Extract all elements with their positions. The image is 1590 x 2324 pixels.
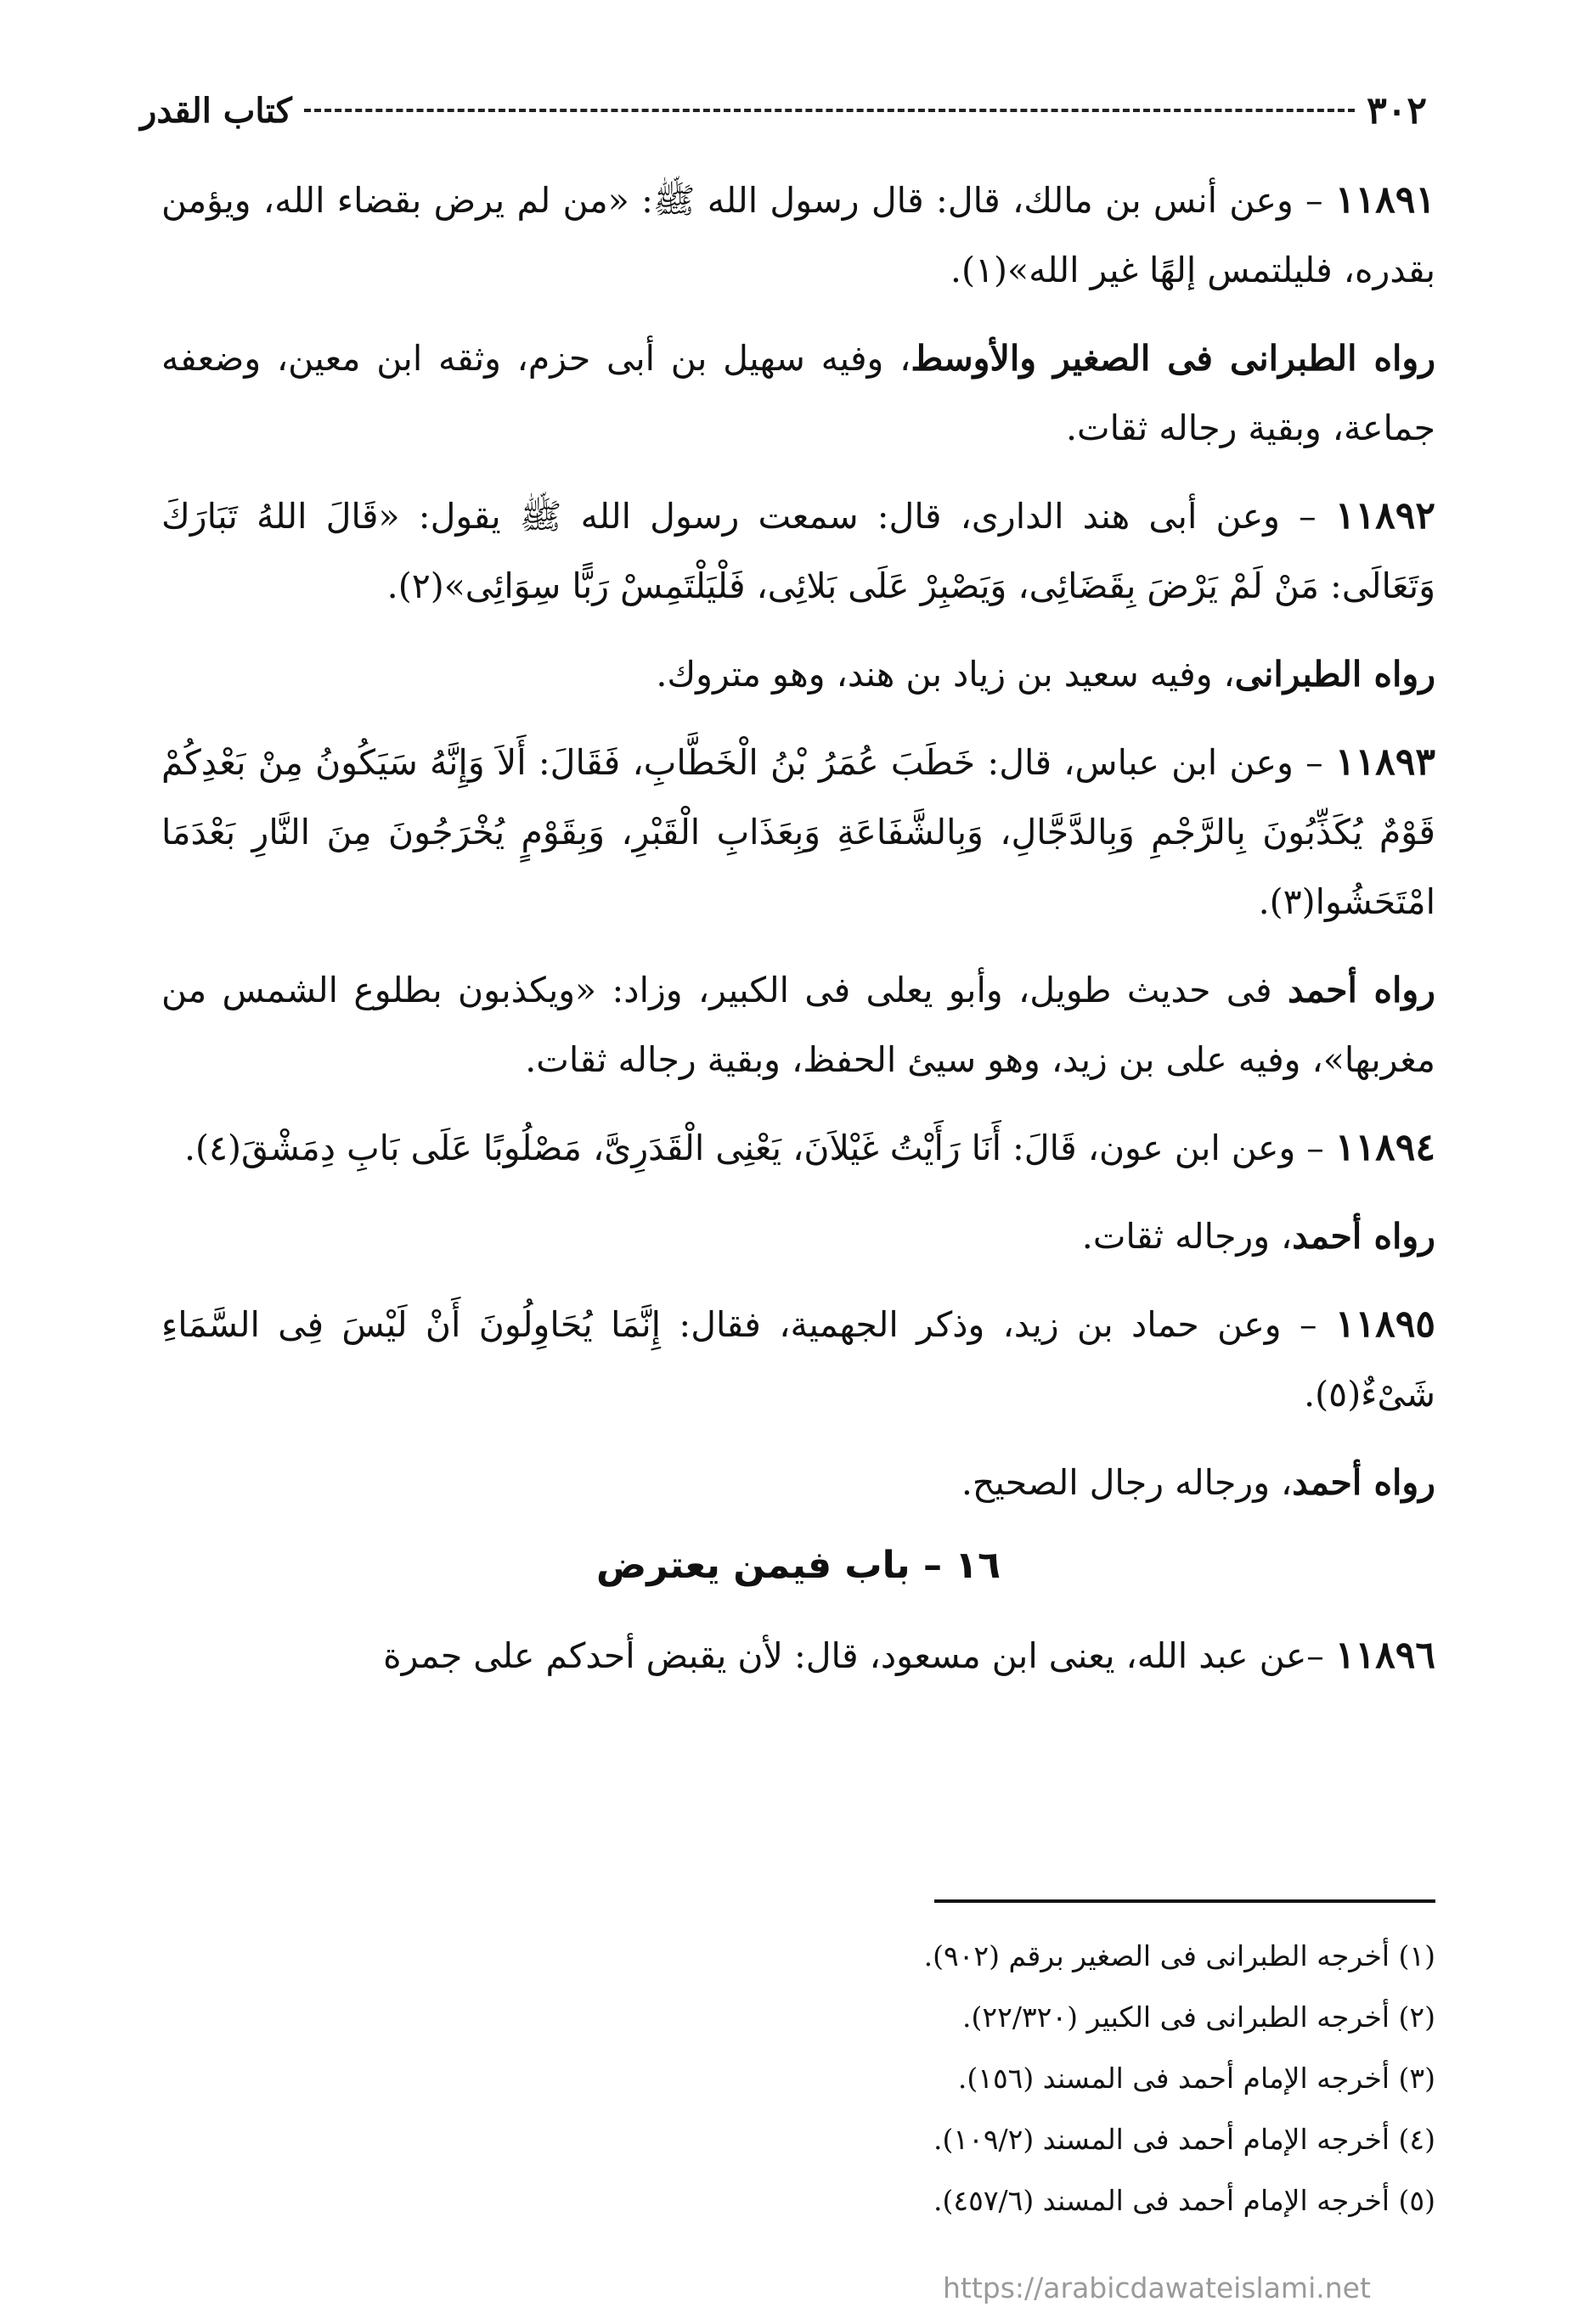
hadith-entry — [161, 1621, 1435, 1691]
header-dashed-rule — [304, 109, 1355, 112]
hadith-source — [161, 1448, 1435, 1517]
source-label: رواه أحمد — [1292, 1216, 1435, 1257]
source-label: رواه أحمد — [1287, 970, 1435, 1010]
hadith-text: – وعن حماد بن زيد، وذكر الجهمية، فقال: إِنَّمَا يُحَاوِلُونَ أَنْ لَيْسَ فِى السَّمَاءِ شَىْءٌ(٥). — [161, 1304, 1435, 1415]
hadith-entry — [161, 166, 1435, 305]
watermark-url: https://arabicdawateislami.net — [943, 2271, 1371, 2304]
hadith-source — [161, 639, 1435, 709]
source-label: رواه أحمد — [1292, 1462, 1435, 1503]
source-label: رواه الطبرانى فى الصغير والأوسط — [911, 338, 1435, 379]
hadith-text: – وعن أبى هند الدارى، قال: سمعت رسول الله ﷺ يقول: «قَالَ اللهُ تَبَارَكَ وَتَعَالَى: مَنْ لَمْ يَرْضَ بِقَضَائِى، وَيَصْبِرْ عَلَى بَلائِى، فَلْيَلْتَمِسْ رَبًّا سِوَائِى»(٢). — [161, 496, 1435, 606]
source-text: ، وفيه سعيد بن زياد بن هند، وهو متروك. — [656, 654, 1235, 695]
source-text: فى حديث طويل، وأبو يعلى فى الكبير، وزاد: «ويكذبون بطلوع الشمس من مغربها»، وفيه على بن زيد، وهو سيئ الحفظ، وبقية رجاله ثقات. — [161, 970, 1435, 1080]
hadith-number: ١١٨٩١ — [1334, 178, 1435, 222]
hadith-source — [161, 955, 1435, 1094]
running-header — [140, 85, 1427, 136]
hadith-source — [161, 1201, 1435, 1271]
hadith-entry — [161, 1290, 1435, 1429]
main-text — [161, 166, 1435, 1709]
footnote-separator — [934, 1899, 1435, 1903]
hadith-number: ١١٨٩٥ — [1334, 1303, 1435, 1346]
page-number: ٣٠٢ — [1367, 88, 1427, 132]
section-heading: ١٦ – باب فيمن يعترض — [596, 1544, 1001, 1587]
hadith-number: ١١٨٩٦ — [1334, 1634, 1435, 1677]
footnote: (٤) أخرجه الإمام أحمد فى المسند (١٠٩/٢). — [933, 2123, 1435, 2156]
hadith-entry — [161, 481, 1435, 621]
footnotes — [501, 1926, 1435, 2231]
hadith-text: – وعن ابن عباس، قال: خَطَبَ عُمَرُ بْنُ الْخَطَّابِ، فَقَالَ: أَلاَ وَإِنَّهُ سَيَكُونُ مِنْ بَعْدِكُمْ قَوْمٌ يُكَذِّبُونَ بِالرَّجْمِ وَبِالدَّجَّالِ، وَبِالشَّفَاعَةِ وَبِعَذَابِ الْقَبْرِ، وَبِقَوْمٍ يُخْرَجُونَ مِنَ النَّارِ بَعْدَمَا امْتَحَشُوا(٣). — [161, 742, 1435, 922]
source-label: رواه الطبرانى — [1234, 654, 1435, 695]
chapter-title: كتاب القدر — [140, 90, 292, 131]
hadith-number: ١١٨٩٣ — [1334, 740, 1435, 784]
hadith-number: ١١٨٩٤ — [1334, 1126, 1435, 1169]
hadith-text: –عن عبد الله، يعنى ابن مسعود، قال: لأن يقبض أحدكم على جمرة — [383, 1635, 1335, 1676]
hadith-text: – وعن أنس بن مالك، قال: قال رسول الله ﷺ: «من لم يرض بقضاء الله، ويؤمن بقدره، فليلتمس إلهًا غير الله»(١). — [161, 180, 1435, 290]
hadith-number: ١١٨٩٢ — [1334, 494, 1435, 537]
source-text: ، وفيه سهيل بن أبى حزم، وثقه ابن معين، وضعفه جماعة، وبقية رجاله ثقات. — [161, 338, 1435, 448]
hadith-entry — [161, 728, 1435, 937]
footnote: (٣) أخرجه الإمام أحمد فى المسند (١٥٦). — [957, 2062, 1435, 2095]
source-text: ، ورجاله رجال الصحيح. — [961, 1462, 1293, 1503]
hadith-text: – وعن ابن عون، قَالَ: أَنَا رَأَيْتُ غَيْلاَنَ، يَعْنِى الْقَدَرِىَّ، مَصْلُوبًا عَلَى بَابِ دِمَشْقَ(٤). — [183, 1128, 1335, 1168]
source-text: ، ورجاله ثقات. — [1081, 1216, 1293, 1257]
hadith-source — [161, 324, 1435, 463]
hadith-entry — [161, 1113, 1435, 1183]
footnote: (٥) أخرجه الإمام أحمد فى المسند (٤٥٧/٦). — [933, 2184, 1435, 2217]
footnote: (٢) أخرجه الطبرانى فى الكبير (٢٢/٣٢٠). — [962, 2000, 1435, 2034]
footnote: (١) أخرجه الطبرانى فى الصغير برقم (٩٠٢). — [923, 1939, 1435, 1972]
